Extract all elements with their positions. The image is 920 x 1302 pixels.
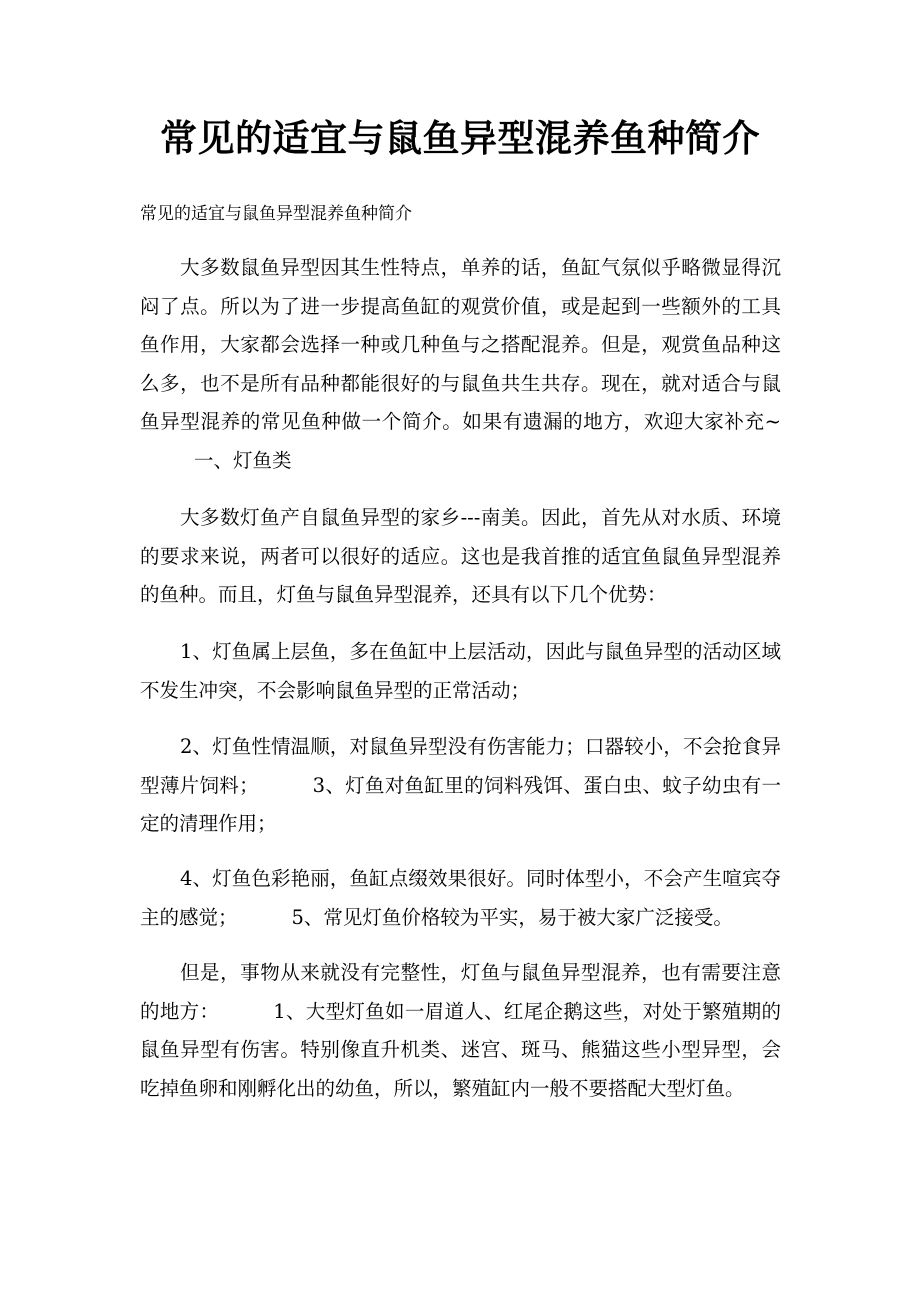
- paragraph-text: 2、灯鱼性情温顺，对鼠鱼异型没有伤害能力；口器较小，不会抢食异型薄片饲料；: [140, 735, 781, 797]
- paragraph-text: 4、灯鱼色彩艳丽，鱼缸点缀效果很好。同时体型小，不会产生喧宾夺主的感觉；: [140, 867, 781, 929]
- paragraph-text: 1、灯鱼属上层鱼，多在鱼缸中上层活动，因此与鼠鱼异型的活动区域不发生冲突，不会影响鼠鱼异型的正常活动；: [140, 640, 781, 702]
- section-heading-lantern-fish: 一、灯鱼类: [194, 448, 292, 472]
- paragraph-text-continued: 3、灯鱼对鱼缸里的饲料残饵、蛋白虫、蚊子幼虫有一定的清理作用；: [140, 773, 781, 835]
- paragraph-text-continued: 5、常见灯鱼价格较为平实，易于被大家广泛接受。: [291, 905, 733, 929]
- paragraph-cautions: [140, 954, 781, 1108]
- paragraph-intro: [140, 249, 781, 480]
- paragraph-advantage-2-3: [140, 728, 781, 844]
- paragraph-text: 但是，事物从来就没有完整性，灯鱼与鼠鱼异型混养，也有需要注意的地方：: [140, 961, 781, 1023]
- paragraph-text: 大多数鼠鱼异型因其生性特点，单养的话，鱼缸气氛似乎略微显得沉闷了点。所以为了进一步提高鱼缸的观赏价值，或是起到一些额外的工具鱼作用，大家都会选择一种或几种鱼与之搭配混养。但是，观赏鱼品种这么多，也不是所有品种都能很好的与鼠鱼共生共存。现在，就对适合与鼠鱼异型混养的常见鱼种做一个简介。如果有遗漏的地方，欢迎大家补充~: [140, 256, 781, 433]
- document-title: 常见的适宜与鼠鱼异型混养鱼种简介: [160, 116, 760, 160]
- paragraph-text-continued: 1、大型灯鱼如一眉道人、红尾企鹅这些，对处于繁殖期的鼠鱼异型有伤害。特别像直升机类、迷宫、斑马、熊猫这些小型异型，会吃掉鱼卵和刚孵化出的幼鱼，所以，繁殖缸内一般不要搭配大型灯鱼。: [140, 999, 781, 1100]
- document-subtitle: 常见的适宜与鼠鱼异型混养鱼种简介: [140, 204, 412, 224]
- paragraph-advantage-4-5: [140, 860, 781, 937]
- paragraph-text: 大多数灯鱼产自鼠鱼异型的家乡---南美。因此，首先从对水质、环境的要求来说，两者可以很好的适应。这也是我首推的适宜鱼鼠鱼异型混养的鱼种。而且，灯鱼与鼠鱼异型混养，还具有以下几个优势：: [140, 506, 781, 606]
- paragraph-advantage-1: [140, 633, 781, 710]
- paragraph-lantern-fish-origin: [140, 499, 781, 615]
